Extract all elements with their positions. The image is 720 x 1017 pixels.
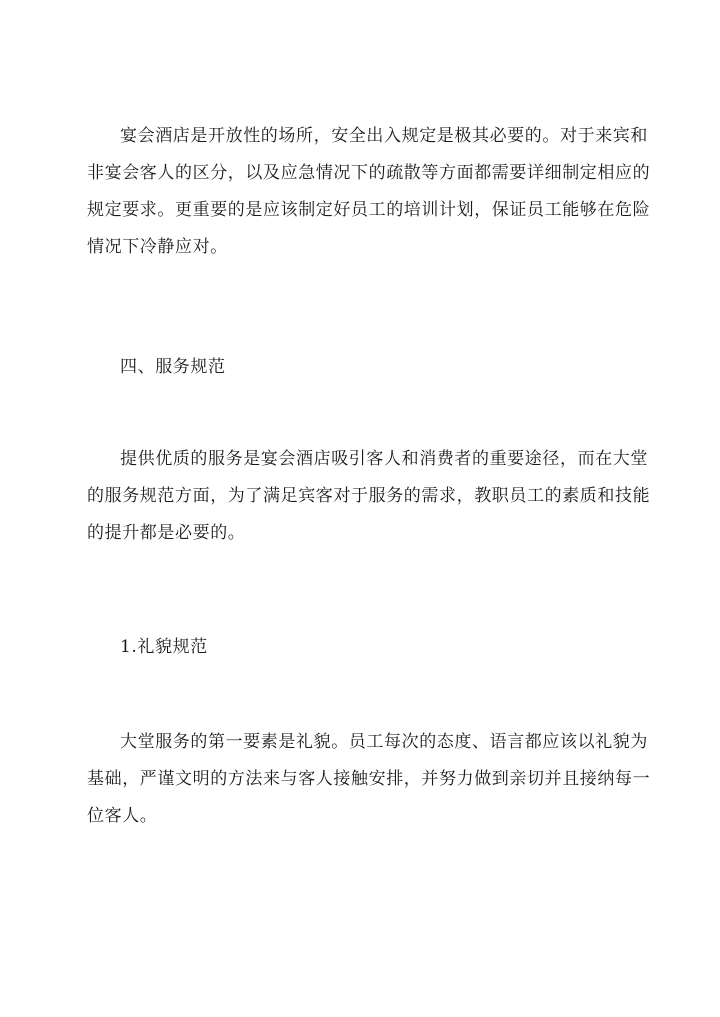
paragraph-line: 基础，严谨文明的方法来与客人接触安排，并努力做到亲切并且接纳每一 xyxy=(87,769,651,789)
paragraph-line: 的提升都是必要的。 xyxy=(87,523,246,543)
paragraph-security-rules xyxy=(87,118,651,266)
paragraph-line: 的服务规范方面，为了满足宾客对于服务的需求，教职员工的素质和技能 xyxy=(87,486,651,506)
section-heading-service-standards: 四、服务规范 xyxy=(120,357,226,377)
paragraph-line: 情况下冷静应对。 xyxy=(87,237,228,257)
paragraph-courtesy xyxy=(87,724,651,835)
paragraph-line: 提供优质的服务是宴会酒店吸引客人和消费者的重要途径，而在大堂 xyxy=(120,449,648,469)
subsection-heading-courtesy: 1.礼貌规范 xyxy=(120,637,208,657)
paragraph-line: 大堂服务的第一要素是礼貌。员工每次的态度、语言都应该以礼貌为 xyxy=(120,732,648,752)
paragraph-line: 规定要求。更重要的是应该制定好员工的培训计划，保证员工能够在危险 xyxy=(87,200,651,220)
paragraph-line: 非宴会客人的区分，以及应急情况下的疏散等方面都需要详细制定相应的 xyxy=(87,163,651,183)
paragraph-quality-service xyxy=(87,441,651,552)
paragraph-line: 位客人。 xyxy=(87,806,158,826)
paragraph-line: 宴会酒店是开放性的场所，安全出入规定是极其必要的。对于来宾和 xyxy=(120,126,648,146)
